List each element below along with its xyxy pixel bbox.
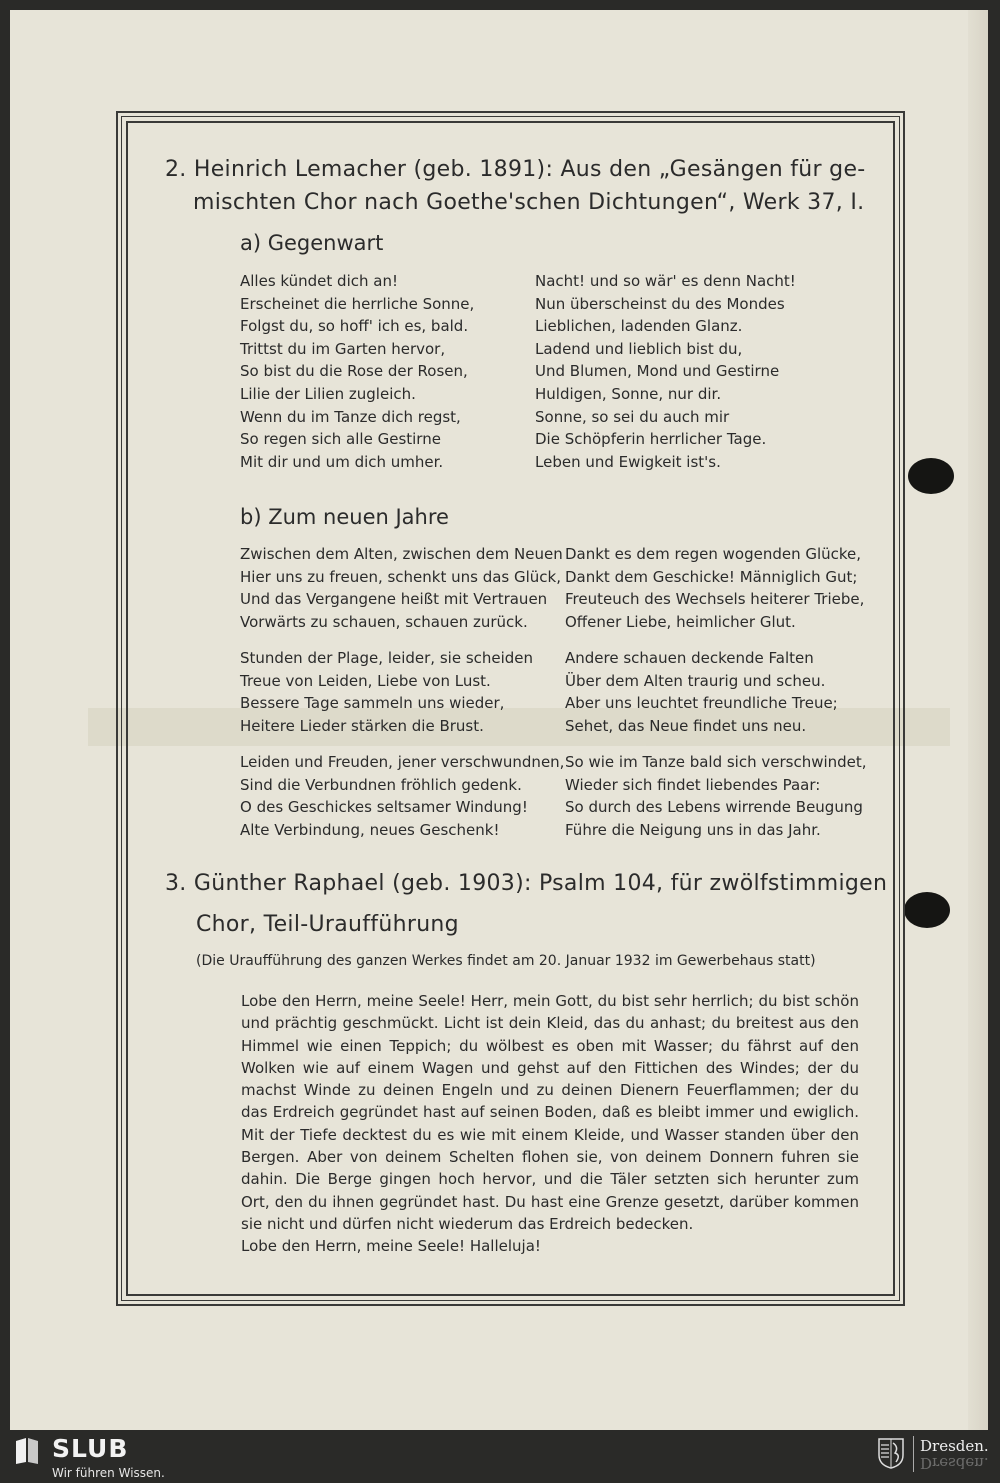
dresden-name[interactable]: Dresden. [920,1437,989,1455]
paper-edge [968,10,988,1430]
poem-line: So bist du die Rose der Rosen, [240,362,468,381]
poem-b-stanza3-left [240,751,564,841]
poem-line: Bessere Tage sammeln uns wieder, [240,694,505,713]
poem-line: Sehet, das Neue findet uns neu. [565,716,807,735]
poem-a-right-column [535,270,796,473]
slub-book-icon [14,1437,40,1465]
poem-line: Lieblichen, ladenden Glanz. [535,317,743,336]
poem-line: Heitere Lieder stärken die Brust. [240,716,484,735]
poem-line: Leiden und Freuden, jener verschwundnen, [240,753,565,771]
poem-line: So regen sich alle Gestirne [240,430,441,449]
poem-line: Freuteuch des Wechsels heiterer Triebe, [565,590,865,609]
poem-line: Erscheinet die herrliche Sonne, [240,294,475,313]
poem-line: Alles kündet dich an! [240,272,398,290]
poem-line: Ladend und lieblich bist du, [535,339,743,358]
poem-a-left-column [240,270,474,473]
psalm-closing: Lobe den Herrn, meine Seele! Halleluja! [241,1237,541,1256]
poem-line: Hier uns zu freuen, schenkt uns das Glück, [240,567,562,586]
poem-line: Huldigen, Sonne, nur dir. [535,384,722,403]
poem-line: Trittst du im Garten hervor, [240,339,446,358]
poem-line: Mit dir und um dich umher. [240,452,444,471]
poem-line: O des Geschickes seltsamer Windung! [240,798,528,817]
dresden-crest-icon [877,1437,905,1469]
section2-title-line1: 2. Heinrich Lemacher (geb. 1891): Aus den „Gesängen für ge- [165,157,866,182]
section3-title-line1: 3. Günther Raphael (geb. 1903): Psalm 104, für zwölfstimmigen [165,871,888,896]
poem-line: Folgst du, so hoff' ich es, bald. [240,317,469,336]
poem-line: Und Blumen, Mond und Gestirne [535,362,780,381]
psalm-text [241,990,859,1258]
poem-line: Führe die Neigung uns in das Jahr. [565,820,821,839]
poem-line: Die Schöpferin herrlicher Tage. [535,430,767,449]
poem-line: Leben und Ewigkeit ist's. [535,452,721,471]
poem-line: Zwischen dem Alten, zwischen dem Neuen [240,545,563,563]
section3-title-line2: Chor, Teil-Uraufführung [196,912,459,937]
poem-line: Treue von Leiden, Liebe von Lust. [240,671,491,690]
punch-hole-bottom [904,892,950,928]
poem-line: Lilie der Lilien zugleich. [240,384,416,403]
psalm-paragraph: Lobe den Herrn, meine Seele! Herr, mein Gott, du bist sehr herrlich; du bist schön und prächtig geschmückt. Licht ist dein Kleid, das du anhast; du breitest aus den Himmel wie einen Teppich; du wölbest es oben mit Wasser; du fährst auf den Wolken wie auf einem Wagen und gehst auf den Fittichen des Windes; der du machst Winde zu deinen Engeln und zu deinen Dienern Feuerflammen; der du das Erdreich gegründet hast auf seinen Boden, daß es bleibt immer und ewiglich. Mit der Tiefe decktest du es wie mit einem Kleide, und Wasser standen über den Bergen. Aber von deinem Schelten flohen sie, von deinem Donnern fuhren sie dahin. Die Berge gingen hoch hervor, und die Täler setzten sich herunter zum Ort, den du ihnen gegründet hast. Du hast eine Grenze gesetzt, darüber kommen sie nicht und dürfen nicht wiederum das Erdreich bedecken. [241,992,859,1233]
poem-line: Sind die Verbundnen fröhlich gedenk. [240,775,522,794]
poem-b-stanza3-right [565,751,867,841]
poem-a-title: a) Gegenwart [240,231,384,255]
poem-line: Nun überscheinst du des Mondes [535,294,785,313]
poem-line: Dankt dem Geschicke! Männiglich Gut; [565,567,858,586]
poem-line: Andere schauen deckende Falten [565,649,814,667]
poem-line: So wie im Tanze bald sich verschwindet, [565,753,867,771]
poem-line: Alte Verbindung, neues Geschenk! [240,820,500,839]
slub-tagline: Wir führen Wissen. [52,1466,165,1480]
poem-b-stanza2-left [240,647,533,737]
poem-line: Vorwärts zu schauen, schauen zurück. [240,612,528,631]
poem-line: Wenn du im Tanze dich regst, [240,407,461,426]
punch-hole-top [908,458,954,494]
poem-b-stanza1-left [240,543,563,633]
poem-line: Sonne, so sei du auch mir [535,407,730,426]
poem-line: Offener Liebe, heimlicher Glut. [565,612,796,631]
dresden-name-reflection: Dresden. [920,1454,989,1472]
poem-b-stanza1-right [565,543,864,633]
poem-line: So durch des Lebens wirrende Beugung [565,798,863,817]
slub-brand[interactable]: SLUB [52,1434,129,1463]
poem-line: Über dem Alten traurig und scheu. [565,671,826,690]
section3-note: (Die Uraufführung des ganzen Werkes findet am 20. Januar 1932 im Gewerbehaus statt) [196,953,816,969]
section2-title-line2: mischten Chor nach Goethe'schen Dichtungen“, Werk 37, I. [193,190,865,215]
poem-b-title: b) Zum neuen Jahre [240,505,449,529]
poem-line: Dankt es dem regen wogenden Glücke, [565,545,862,563]
footer-divider [913,1436,914,1472]
poem-line: Aber uns leuchtet freundliche Treue; [565,694,838,713]
poem-line: Stunden der Plage, leider, sie scheiden [240,649,534,667]
poem-line: Nacht! und so wär' es denn Nacht! [535,272,796,290]
poem-line: Wieder sich findet liebendes Paar: [565,775,821,794]
poem-line: Und das Vergangene heißt mit Vertrauen [240,590,548,609]
poem-b-stanza2-right [565,647,838,737]
